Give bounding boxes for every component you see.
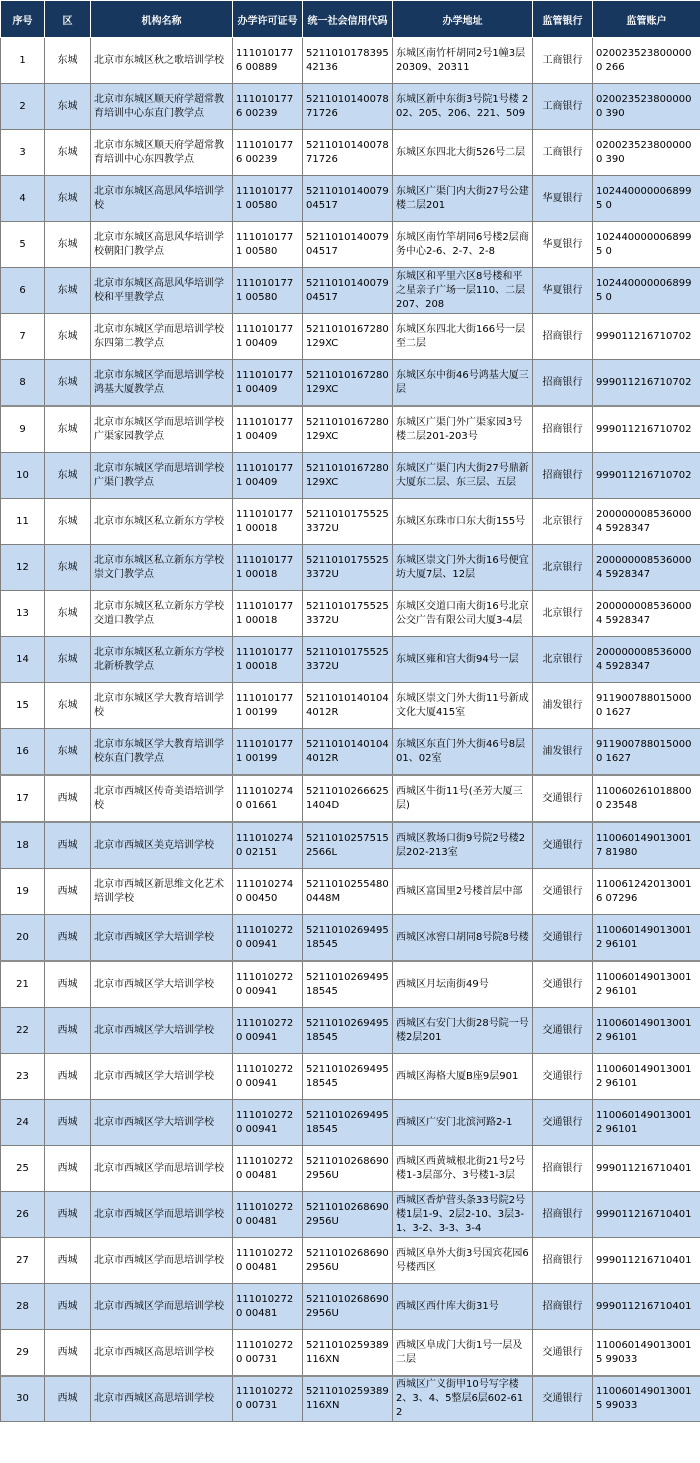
cell-credit-code: 5211010140104 4012R <box>303 729 393 776</box>
cell-institution-name: 北京市西城区学而思培训学校 <box>91 1284 233 1330</box>
cell-address: 东城区南竹杆胡同2号1幢3层 20309、20311 <box>393 38 533 84</box>
cell-index: 3 <box>1 130 45 176</box>
cell-address: 东城区南竹竿胡同6号楼2层商务中心2-6、2-7、2-8 <box>393 222 533 268</box>
cell-license-number: 1110101771 00409 <box>233 406 303 453</box>
cell-index: 20 <box>1 915 45 962</box>
cell-index: 23 <box>1 1054 45 1100</box>
cell-license-number: 1110101776 00239 <box>233 84 303 130</box>
cell-district: 西城 <box>45 1192 91 1238</box>
cell-institution-name: 北京市西城区学而思培训学校 <box>91 1192 233 1238</box>
cell-index: 6 <box>1 268 45 314</box>
cell-institution-name: 北京市东城区私立新东方学校 <box>91 499 233 545</box>
cell-license-number: 1110102720 00481 <box>233 1192 303 1238</box>
table-row <box>1 1054 700 1100</box>
cell-district: 东城 <box>45 176 91 222</box>
cell-license-number: 1110101771 00580 <box>233 176 303 222</box>
cell-credit-code: 5211010140078 71726 <box>303 84 393 130</box>
cell-index: 2 <box>1 84 45 130</box>
cell-address: 东城区东珠市口东大街155号 <box>393 499 533 545</box>
cell-credit-code: 5211010140079 04517 <box>303 176 393 222</box>
cell-address: 西城区月坛南街49号 <box>393 961 533 1008</box>
cell-license-number: 1110101771 00018 <box>233 545 303 591</box>
table-row <box>1 961 700 1008</box>
table-row <box>1 406 700 453</box>
table-row <box>1 130 700 176</box>
cell-address: 西城区右安门大街28号院一号楼2层201 <box>393 1008 533 1054</box>
cell-institution-name: 北京市东城区学而思培训学校广渠门教学点 <box>91 453 233 499</box>
cell-license-number: 1110102720 00731 <box>233 1330 303 1377</box>
cell-index: 26 <box>1 1192 45 1238</box>
cell-credit-code: 5211010268690 2956U <box>303 1284 393 1330</box>
cell-bank: 北京银行 <box>533 637 593 683</box>
cell-credit-code: 5211010167280 129XC <box>303 406 393 453</box>
cell-address: 西城区牛街11号(圣芳大厦三层) <box>393 775 533 822</box>
cell-account: 999011216710401 <box>593 1146 700 1192</box>
cell-license-number: 1110102720 00941 <box>233 1008 303 1054</box>
cell-institution-name: 北京市西城区学大培训学校 <box>91 1054 233 1100</box>
cell-address: 西城区阜外大街3号国宾花园6号楼西区 <box>393 1238 533 1284</box>
cell-district: 西城 <box>45 1238 91 1284</box>
cell-institution-name: 北京市西城区新思维文化艺术培训学校 <box>91 869 233 915</box>
cell-address: 东城区东中街46号鸿基大厦三层 <box>393 360 533 407</box>
cell-district: 东城 <box>45 222 91 268</box>
cell-account: 1100602610188000 23548 <box>593 775 700 822</box>
cell-license-number: 1110101771 00409 <box>233 360 303 407</box>
table-row <box>1 1376 700 1422</box>
cell-address: 东城区东四北大街166号一层至二层 <box>393 314 533 360</box>
cell-index: 21 <box>1 961 45 1008</box>
table-row <box>1 453 700 499</box>
cell-institution-name: 北京市东城区私立新东方学校北新桥教学点 <box>91 637 233 683</box>
cell-bank: 华夏银行 <box>533 222 593 268</box>
cell-bank: 北京银行 <box>533 591 593 637</box>
cell-address: 东城区广渠门内大街27号鼎新大厦东二层、东三层、五层 <box>393 453 533 499</box>
cell-account: 0200235238000000 390 <box>593 130 700 176</box>
cell-credit-code: 5211010268690 2956U <box>303 1146 393 1192</box>
cell-bank: 浦发银行 <box>533 683 593 729</box>
header-credit-code: 统一社会信用代码 <box>303 1 393 38</box>
cell-credit-code: 5211010259389 116XN <box>303 1330 393 1377</box>
cell-license-number: 1110101771 00580 <box>233 268 303 314</box>
cell-district: 西城 <box>45 1146 91 1192</box>
cell-district: 东城 <box>45 38 91 84</box>
cell-account: 999011216710702 <box>593 406 700 453</box>
cell-address: 东城区广渠门内大街27号公建楼二层201 <box>393 176 533 222</box>
cell-institution-name: 北京市东城区私立新东方学校交道口教学点 <box>91 591 233 637</box>
cell-address: 东城区新中东街3号院1号楼 202、205、206、221、509 <box>393 84 533 130</box>
cell-district: 东城 <box>45 499 91 545</box>
cell-account: 2000000085360004 5928347 <box>593 637 700 683</box>
cell-license-number: 1110102740 01661 <box>233 775 303 822</box>
cell-institution-name: 北京市东城区私立新东方学校崇文门教学点 <box>91 545 233 591</box>
cell-district: 西城 <box>45 1330 91 1377</box>
cell-bank: 招商银行 <box>533 1192 593 1238</box>
table-row <box>1 1284 700 1330</box>
table-row <box>1 38 700 84</box>
cell-account: 1024400000068995 0 <box>593 268 700 314</box>
cell-bank: 华夏银行 <box>533 268 593 314</box>
cell-bank: 交通银行 <box>533 1330 593 1377</box>
cell-district: 东城 <box>45 314 91 360</box>
cell-credit-code: 5211010178395 42136 <box>303 38 393 84</box>
cell-bank: 交通银行 <box>533 1376 593 1422</box>
cell-bank: 交通银行 <box>533 775 593 822</box>
cell-credit-code: 5211010268690 2956U <box>303 1238 393 1284</box>
cell-index: 14 <box>1 637 45 683</box>
cell-institution-name: 北京市东城区学而思培训学校鸿基大厦教学点 <box>91 360 233 407</box>
cell-index: 5 <box>1 222 45 268</box>
table-row <box>1 84 700 130</box>
cell-credit-code: 5211010269495 18545 <box>303 1008 393 1054</box>
cell-index: 24 <box>1 1100 45 1146</box>
header-address: 办学地址 <box>393 1 533 38</box>
cell-bank: 北京银行 <box>533 545 593 591</box>
table-row <box>1 499 700 545</box>
cell-address: 西城区西什库大街31号 <box>393 1284 533 1330</box>
cell-account: 9119007880150000 1627 <box>593 729 700 776</box>
cell-license-number: 1110102720 00941 <box>233 915 303 962</box>
cell-index: 28 <box>1 1284 45 1330</box>
cell-account: 1100601490130012 96101 <box>593 915 700 962</box>
cell-bank: 招商银行 <box>533 314 593 360</box>
cell-address: 东城区雍和宫大街94号一层 <box>393 637 533 683</box>
cell-index: 25 <box>1 1146 45 1192</box>
cell-account: 999011216710702 <box>593 360 700 407</box>
table-row <box>1 1238 700 1284</box>
cell-license-number: 1110102720 00941 <box>233 1054 303 1100</box>
cell-license-number: 1110101771 00018 <box>233 499 303 545</box>
cell-credit-code: 5211010266625 1404D <box>303 775 393 822</box>
cell-credit-code: 5211010167280 129XC <box>303 360 393 407</box>
cell-account: 2000000085360004 5928347 <box>593 591 700 637</box>
cell-bank: 招商银行 <box>533 1146 593 1192</box>
cell-license-number: 1110101776 00889 <box>233 38 303 84</box>
cell-credit-code: 5211010140079 04517 <box>303 268 393 314</box>
cell-address: 西城区教场口街9号院2号楼2层202-213室 <box>393 822 533 869</box>
cell-credit-code: 5211010140079 04517 <box>303 222 393 268</box>
cell-credit-code: 5211010257515 2566L <box>303 822 393 869</box>
cell-bank: 招商银行 <box>533 360 593 407</box>
cell-credit-code: 5211010167280 129XC <box>303 453 393 499</box>
cell-institution-name: 北京市西城区学大培训学校 <box>91 915 233 962</box>
cell-index: 22 <box>1 1008 45 1054</box>
cell-account: 1100601490130012 96101 <box>593 1054 700 1100</box>
cell-district: 东城 <box>45 591 91 637</box>
cell-license-number: 1110102740 00450 <box>233 869 303 915</box>
cell-district: 西城 <box>45 1376 91 1422</box>
cell-index: 19 <box>1 869 45 915</box>
cell-bank: 工商银行 <box>533 38 593 84</box>
table-row <box>1 1100 700 1146</box>
cell-institution-name: 北京市东城区高思风华培训学校和平里教学点 <box>91 268 233 314</box>
cell-bank: 交通银行 <box>533 1100 593 1146</box>
cell-district: 西城 <box>45 1008 91 1054</box>
cell-district: 东城 <box>45 729 91 776</box>
cell-address: 东城区东直门外大街46号8层01、02室 <box>393 729 533 776</box>
cell-institution-name: 北京市西城区美克培训学校 <box>91 822 233 869</box>
cell-institution-name: 北京市东城区学而思培训学校广渠家园教学点 <box>91 406 233 453</box>
table-row <box>1 1192 700 1238</box>
cell-account: 9119007880150000 1627 <box>593 683 700 729</box>
header-district: 区 <box>45 1 91 38</box>
cell-institution-name: 北京市东城区高思风华培训学校朝阳门教学点 <box>91 222 233 268</box>
cell-address: 西城区香炉营头条33号院2号楼1层1-9、2层2-10、3层3-1、3-2、3-3、3-4 <box>393 1192 533 1238</box>
table-row <box>1 822 700 869</box>
cell-institution-name: 北京市西城区学而思培训学校 <box>91 1146 233 1192</box>
cell-index: 4 <box>1 176 45 222</box>
cell-district: 东城 <box>45 406 91 453</box>
cell-credit-code: 5211010268690 2956U <box>303 1192 393 1238</box>
cell-credit-code: 5211010269495 18545 <box>303 1100 393 1146</box>
cell-institution-name: 北京市西城区高思培训学校 <box>91 1330 233 1377</box>
cell-license-number: 1110101776 00239 <box>233 130 303 176</box>
table-row <box>1 176 700 222</box>
cell-district: 东城 <box>45 268 91 314</box>
cell-district: 西城 <box>45 915 91 962</box>
cell-index: 12 <box>1 545 45 591</box>
cell-license-number: 1110101771 00199 <box>233 729 303 776</box>
cell-institution-name: 北京市西城区学大培训学校 <box>91 1008 233 1054</box>
table-row <box>1 683 700 729</box>
cell-account: 1100601490130015 99033 <box>593 1330 700 1377</box>
cell-license-number: 1110101771 00018 <box>233 591 303 637</box>
table-row <box>1 869 700 915</box>
cell-account: 1100601490130012 96101 <box>593 1100 700 1146</box>
cell-credit-code: 5211010269495 18545 <box>303 961 393 1008</box>
cell-address: 西城区阜成门大街1号一层及二层 <box>393 1330 533 1377</box>
cell-institution-name: 北京市西城区高思培训学校 <box>91 1376 233 1422</box>
cell-district: 西城 <box>45 961 91 1008</box>
cell-credit-code: 5211010259389 116XN <box>303 1376 393 1422</box>
cell-account: 999011216710702 <box>593 314 700 360</box>
cell-district: 东城 <box>45 130 91 176</box>
cell-institution-name: 北京市西城区传奇美语培训学校 <box>91 775 233 822</box>
cell-institution-name: 北京市东城区高思风华培训学校 <box>91 176 233 222</box>
cell-index: 11 <box>1 499 45 545</box>
table-row <box>1 545 700 591</box>
cell-bank: 工商银行 <box>533 130 593 176</box>
cell-institution-name: 北京市东城区学大教育培训学校 <box>91 683 233 729</box>
cell-institution-name: 北京市东城区顺天府学超常教育培训中心东四教学点 <box>91 130 233 176</box>
cell-index: 18 <box>1 822 45 869</box>
cell-bank: 招商银行 <box>533 1284 593 1330</box>
cell-license-number: 1110101771 00409 <box>233 314 303 360</box>
cell-credit-code: 5211010255480 0448M <box>303 869 393 915</box>
cell-address: 西城区海格大厦B座9层901 <box>393 1054 533 1100</box>
cell-index: 10 <box>1 453 45 499</box>
cell-institution-name: 北京市西城区学大培训学校 <box>91 961 233 1008</box>
cell-district: 西城 <box>45 775 91 822</box>
cell-bank: 招商银行 <box>533 406 593 453</box>
cell-address: 东城区广渠门外广渠家园3号楼二层201-203号 <box>393 406 533 453</box>
table-row <box>1 729 700 776</box>
cell-index: 8 <box>1 360 45 407</box>
cell-address: 东城区东四北大街526号二层 <box>393 130 533 176</box>
cell-credit-code: 5211010167280 129XC <box>303 314 393 360</box>
cell-credit-code: 5211010175525 3372U <box>303 637 393 683</box>
cell-address: 西城区广安门北滨河路2-1 <box>393 1100 533 1146</box>
cell-address: 东城区和平里六区8号楼和平之星亲子广场一层110、二层207、208 <box>393 268 533 314</box>
table-row <box>1 637 700 683</box>
cell-bank: 交通银行 <box>533 822 593 869</box>
cell-address: 东城区崇文门外大街16号便宜坊大厦7层、12层 <box>393 545 533 591</box>
header-license-number: 办学许可证号 <box>233 1 303 38</box>
table-row <box>1 915 700 962</box>
cell-index: 9 <box>1 406 45 453</box>
cell-institution-name: 北京市东城区顺天府学超常教育培训中心东直门教学点 <box>91 84 233 130</box>
cell-bank: 交通银行 <box>533 869 593 915</box>
cell-credit-code: 5211010175525 3372U <box>303 591 393 637</box>
header-row <box>1 1 700 38</box>
cell-index: 15 <box>1 683 45 729</box>
cell-bank: 华夏银行 <box>533 176 593 222</box>
cell-bank: 交通银行 <box>533 915 593 962</box>
cell-account: 1100612420130016 07296 <box>593 869 700 915</box>
cell-address: 东城区交道口南大街16号北京公交广告有限公司大厦3-4层 <box>393 591 533 637</box>
table-row <box>1 222 700 268</box>
table-row <box>1 775 700 822</box>
cell-bank: 招商银行 <box>533 453 593 499</box>
cell-credit-code: 5211010269495 18545 <box>303 1054 393 1100</box>
cell-account: 1100601490130017 81980 <box>593 822 700 869</box>
cell-district: 东城 <box>45 360 91 407</box>
cell-address: 西城区西黄城根北街21号2号楼1-3层部分、3号楼1-3层 <box>393 1146 533 1192</box>
cell-license-number: 1110101771 00409 <box>233 453 303 499</box>
cell-address: 西城区富国里2号楼首层中部 <box>393 869 533 915</box>
cell-bank: 北京银行 <box>533 499 593 545</box>
header-index: 序号 <box>1 1 45 38</box>
cell-license-number: 1110102720 00941 <box>233 961 303 1008</box>
cell-account: 2000000085360004 5928347 <box>593 545 700 591</box>
cell-district: 西城 <box>45 1054 91 1100</box>
table-row <box>1 1330 700 1377</box>
cell-account: 999011216710401 <box>593 1192 700 1238</box>
cell-credit-code: 5211010175525 3372U <box>303 499 393 545</box>
cell-district: 东城 <box>45 545 91 591</box>
cell-license-number: 1110101771 00199 <box>233 683 303 729</box>
cell-district: 东城 <box>45 84 91 130</box>
cell-account: 2000000085360004 5928347 <box>593 499 700 545</box>
cell-bank: 交通银行 <box>533 1054 593 1100</box>
cell-index: 17 <box>1 775 45 822</box>
table-body <box>1 38 700 1422</box>
cell-license-number: 1110102740 02151 <box>233 822 303 869</box>
cell-bank: 工商银行 <box>533 84 593 130</box>
cell-license-number: 1110102720 00731 <box>233 1376 303 1422</box>
cell-district: 东城 <box>45 453 91 499</box>
cell-district: 西城 <box>45 869 91 915</box>
cell-license-number: 1110102720 00481 <box>233 1238 303 1284</box>
cell-institution-name: 北京市西城区学而思培训学校 <box>91 1238 233 1284</box>
cell-account: 1024400000068995 0 <box>593 176 700 222</box>
cell-institution-name: 北京市东城区学而思培训学校东四第二教学点 <box>91 314 233 360</box>
table-row <box>1 1008 700 1054</box>
cell-account: 1100601490130015 99033 <box>593 1376 700 1422</box>
table-row <box>1 268 700 314</box>
table-header <box>1 1 700 38</box>
cell-account: 0200235238000000 390 <box>593 84 700 130</box>
cell-index: 16 <box>1 729 45 776</box>
cell-account: 999011216710401 <box>593 1284 700 1330</box>
cell-bank: 交通银行 <box>533 961 593 1008</box>
cell-index: 27 <box>1 1238 45 1284</box>
cell-index: 30 <box>1 1376 45 1422</box>
cell-license-number: 1110102720 00941 <box>233 1100 303 1146</box>
header-institution-name: 机构名称 <box>91 1 233 38</box>
cell-institution-name: 北京市东城区学大教育培训学校东直门教学点 <box>91 729 233 776</box>
cell-index: 29 <box>1 1330 45 1377</box>
cell-district: 西城 <box>45 1284 91 1330</box>
cell-bank: 招商银行 <box>533 1238 593 1284</box>
header-account: 监管账户 <box>593 1 700 38</box>
cell-credit-code: 5211010140078 71726 <box>303 130 393 176</box>
cell-bank: 交通银行 <box>533 1008 593 1054</box>
cell-account: 999011216710401 <box>593 1238 700 1284</box>
cell-license-number: 1110101771 00018 <box>233 637 303 683</box>
table-row <box>1 591 700 637</box>
cell-index: 7 <box>1 314 45 360</box>
cell-account: 1024400000068995 0 <box>593 222 700 268</box>
cell-district: 西城 <box>45 1100 91 1146</box>
cell-account: 1100601490130012 96101 <box>593 961 700 1008</box>
cell-institution-name: 北京市东城区秋之歌培训学校 <box>91 38 233 84</box>
cell-account: 999011216710702 <box>593 453 700 499</box>
table-row <box>1 360 700 407</box>
cell-district: 东城 <box>45 637 91 683</box>
table-row <box>1 314 700 360</box>
cell-district: 东城 <box>45 683 91 729</box>
cell-credit-code: 5211010140104 4012R <box>303 683 393 729</box>
cell-credit-code: 5211010175525 3372U <box>303 545 393 591</box>
table-row <box>1 1146 700 1192</box>
cell-institution-name: 北京市西城区学大培训学校 <box>91 1100 233 1146</box>
cell-account: 0200235238000000 266 <box>593 38 700 84</box>
cell-index: 13 <box>1 591 45 637</box>
cell-address: 东城区崇文门外大街11号新成文化大厦415室 <box>393 683 533 729</box>
cell-address: 西城区冰窖口胡同8号院8号楼 <box>393 915 533 962</box>
cell-district: 西城 <box>45 822 91 869</box>
cell-index: 1 <box>1 38 45 84</box>
cell-license-number: 1110102720 00481 <box>233 1146 303 1192</box>
cell-license-number: 1110102720 00481 <box>233 1284 303 1330</box>
cell-credit-code: 5211010269495 18545 <box>303 915 393 962</box>
header-bank: 监管银行 <box>533 1 593 38</box>
cell-address: 西城区广义街甲10号写字楼2、3、4、5整层6层602-612 <box>393 1376 533 1422</box>
cell-license-number: 1110101771 00580 <box>233 222 303 268</box>
cell-account: 1100601490130012 96101 <box>593 1008 700 1054</box>
cell-bank: 浦发银行 <box>533 729 593 776</box>
